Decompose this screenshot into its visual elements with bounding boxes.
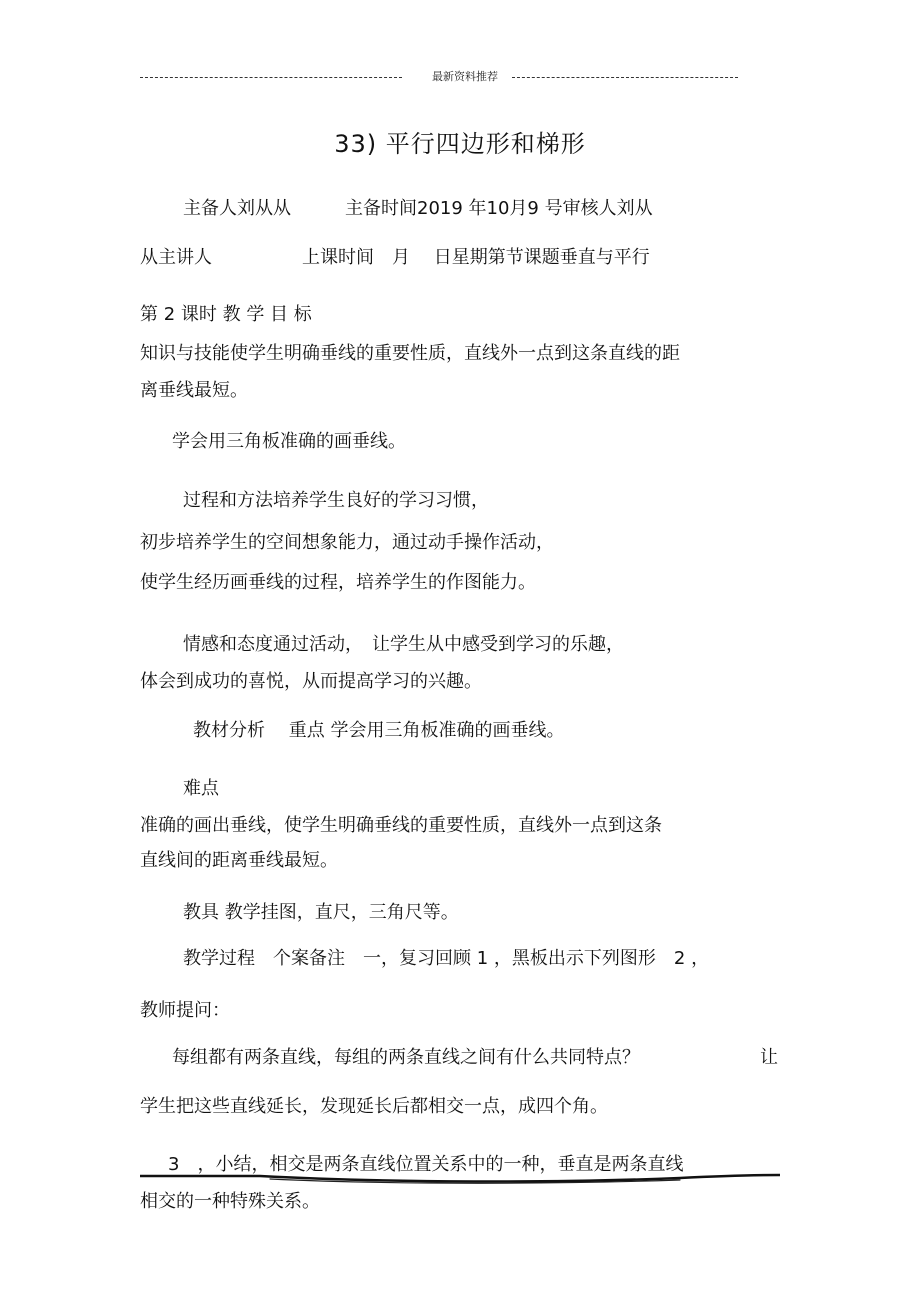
teaching-process-line-6: 相交的一种特殊关系。: [140, 1191, 320, 1212]
tools-line: 教具 教学挂图，直尺，三角尺等。: [183, 902, 459, 923]
difficulty-line-2: 直线间的距离垂线最短。: [140, 850, 338, 871]
teaching-process-line-3a: 每组都有两条直线，每组的两条直线之间有什么共同特点？: [172, 1047, 640, 1068]
emotion-line-1: 情感和态度通过活动， 让学生从中感受到学习的乐趣，: [183, 634, 624, 655]
process-goal-line-2: 初步培养学生的空间想象能力，通过动手操作活动，: [140, 532, 554, 553]
process-goal-line-3: 使学生经历画垂线的过程，培养学生的作图能力。: [140, 572, 536, 593]
page-title: 33) 平行四边形和梯形: [334, 130, 586, 158]
teaching-process-line-1: 教学过程 个案备注 一，复习回顾 1 ，黑板出示下列图形 2 ，: [183, 948, 710, 969]
header-label: 最新资料推荐: [432, 70, 498, 83]
teaching-process-line-2: 教师提问：: [140, 1000, 230, 1021]
knowledge-line-3: 学会用三角板准确的画垂线。: [172, 431, 406, 452]
process-goal-line-1: 过程和方法培养学生良好的学习习惯，: [183, 490, 489, 511]
knowledge-line-2: 离垂线最短。: [140, 380, 248, 401]
summary-line: 3 ，小结，相交是两条直线位置关系中的一种，垂直是两条直线: [168, 1154, 684, 1175]
meta-line-2: 从主讲人 上课时间 月 日星期第节课题垂直与平行: [140, 247, 650, 268]
meta-line-1: 主备人刘从从 主备时间2019 年10月9 号审核人刘从: [183, 198, 653, 219]
header-dash-left: [140, 77, 402, 78]
difficulty-line-1: 准确的画出垂线，使学生明确垂线的重要性质，直线外一点到这条: [140, 815, 662, 836]
header-dash-right: [512, 77, 738, 78]
difficulty-label: 难点: [183, 778, 219, 799]
handwritten-underline: [140, 1171, 780, 1185]
key-point-line: 教材分析 重点 学会用三角板准确的画垂线。: [193, 720, 565, 741]
knowledge-line-1: 知识与技能使学生明确垂线的重要性质，直线外一点到这条直线的距: [140, 343, 680, 364]
teaching-process-line-3b: 让: [760, 1047, 778, 1068]
teaching-process-line-4: 学生把这些直线延长，发现延长后都相交一点，成四个角。: [140, 1096, 608, 1117]
meta-line-3: 第 2 课时 教 学 目 标: [140, 304, 312, 325]
emotion-line-2: 体会到成功的喜悦，从而提高学习的兴趣。: [140, 671, 482, 692]
